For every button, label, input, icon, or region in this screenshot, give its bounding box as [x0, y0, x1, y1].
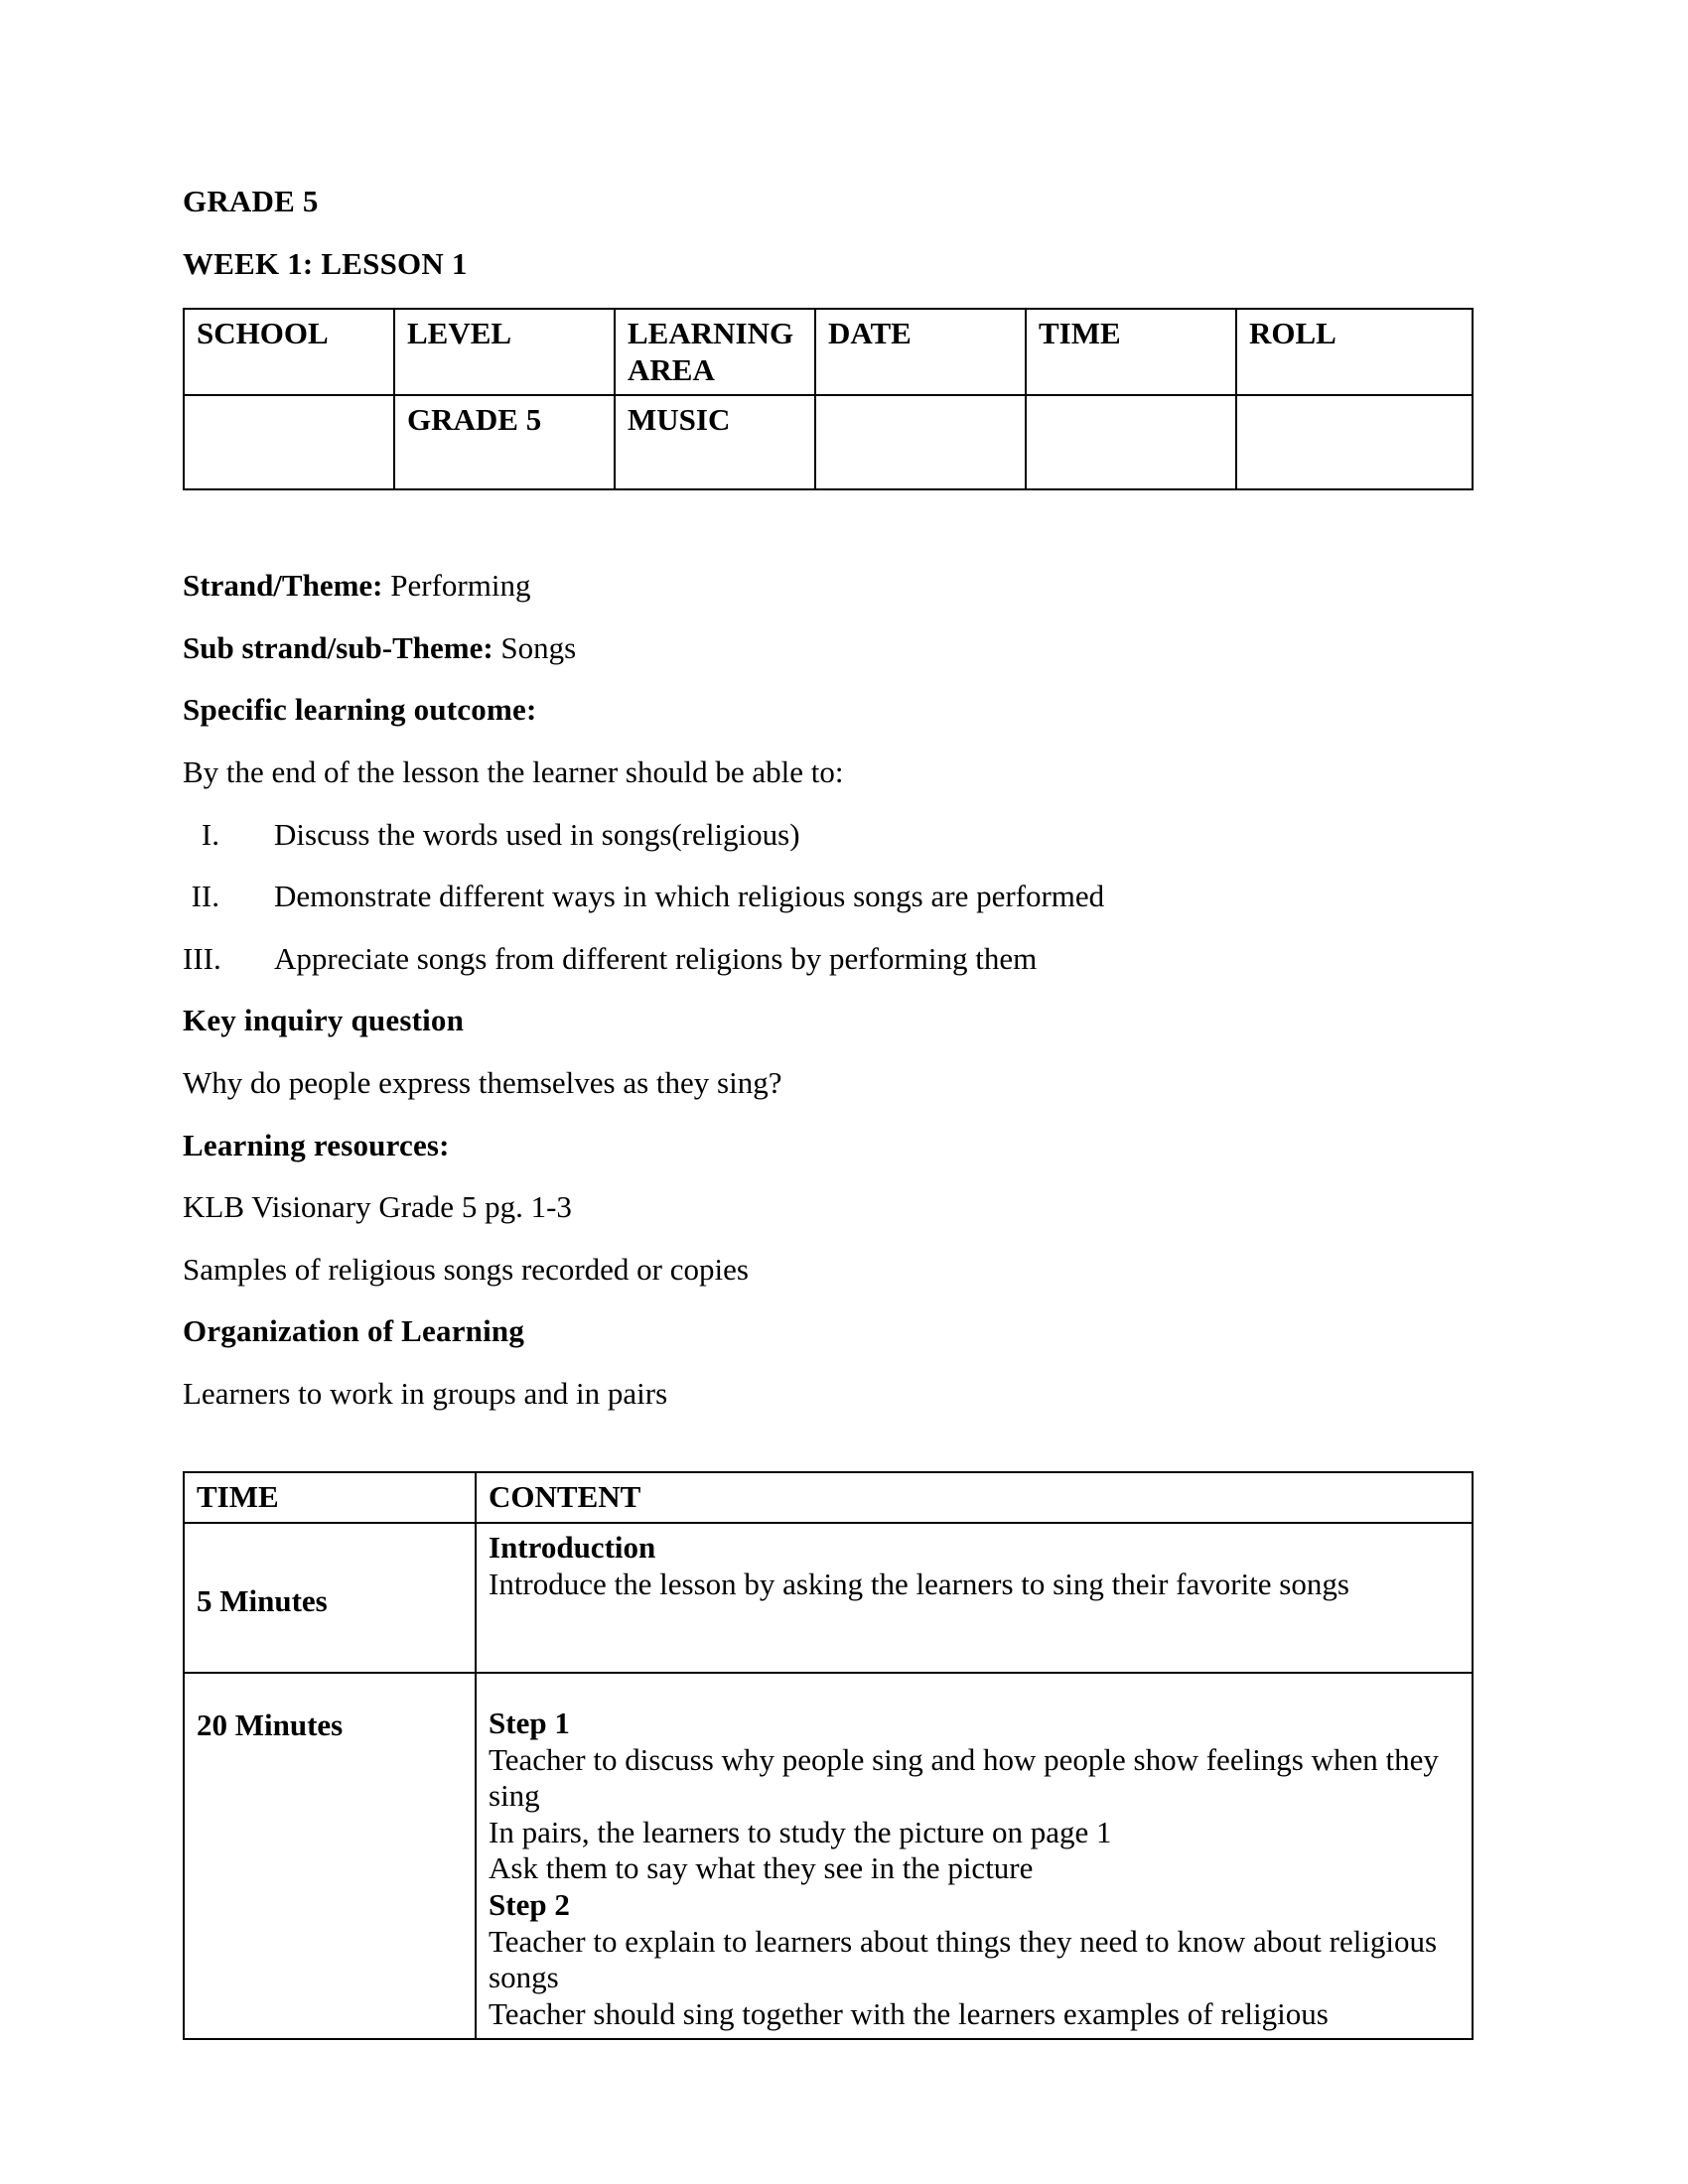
table-row [184, 395, 1473, 489]
sub-strand-value: Songs [492, 629, 577, 665]
plan-header-time: TIME [184, 1472, 476, 1523]
plan-row-content-intro [476, 1523, 1473, 1673]
step-2-line-1: Teacher to explain to learners about things they need to know about religious songs [489, 1923, 1438, 1995]
info-value-date [815, 395, 1026, 489]
list-item-numeral: I. [201, 816, 219, 852]
list-item [183, 879, 1474, 915]
week-lesson-heading: WEEK 1: LESSON 1 [183, 245, 468, 281]
introduction-line-1: Introduce the lesson by asking the learners to sing their favorite songs [489, 1566, 1349, 1601]
step-1-line-1: Teacher to discuss why people sing and how people show feelings when they sing [489, 1741, 1439, 1814]
specific-learning-outcome-heading: Specific learning outcome: [183, 692, 537, 728]
table-row [184, 309, 1473, 395]
step-2-line-2: Teacher should sing together with the learners examples of religious [489, 1995, 1329, 2031]
table-row [184, 1523, 1473, 1673]
learning-resource-book: KLB Visionary Grade 5 pg. 1-3 [183, 1189, 572, 1225]
table-row [184, 1472, 1473, 1523]
step-1-title: Step 1 [489, 1706, 570, 1741]
key-inquiry-question-text: Why do people express themselves as they sing? [183, 1064, 782, 1100]
info-value-learning-area: MUSIC [615, 395, 815, 489]
learning-resource-samples: Samples of religious songs recorded or copies [183, 1251, 749, 1287]
outcome-intro-text: By the end of the lesson the learner should be able to: [183, 754, 844, 790]
list-item-text: Appreciate songs from different religions by performing them [274, 940, 1038, 976]
info-value-time [1026, 395, 1236, 489]
sub-strand-label: Sub strand/sub-Theme: [183, 629, 493, 665]
info-header-roll: ROLL [1236, 309, 1473, 395]
strand-theme-value: Performing [382, 568, 531, 604]
info-header-learning-area: LEARNING AREA [615, 309, 815, 395]
key-inquiry-question-heading: Key inquiry question [183, 1003, 465, 1038]
strand-theme-label: Strand/Theme: [183, 568, 383, 604]
step-1-line-2: In pairs, the learners to study the picture on page 1 [489, 1814, 1112, 1849]
learning-outcomes-list [183, 817, 1474, 978]
learning-resources-heading: Learning resources: [183, 1127, 450, 1162]
list-item-text: Discuss the words used in songs(religious) [274, 816, 800, 852]
info-header-date: DATE [815, 309, 1026, 395]
organization-of-learning-text: Learners to work in groups and in pairs [183, 1375, 668, 1411]
lesson-plan-table [183, 1471, 1474, 2040]
document-content [183, 184, 1474, 2040]
info-value-roll [1236, 395, 1473, 489]
plan-header-content: CONTENT [476, 1472, 1473, 1523]
info-header-school: SCHOOL [184, 309, 394, 395]
spacer [183, 1435, 1474, 1471]
grade-heading: GRADE 5 [183, 184, 319, 218]
plan-row-content-steps [476, 1673, 1473, 2039]
spacer [183, 490, 1474, 568]
list-item-numeral: II. [191, 879, 219, 914]
info-value-level: GRADE 5 [394, 395, 615, 489]
list-item-text: Demonstrate different ways in which religious songs are performed [274, 879, 1105, 914]
list-item [183, 941, 1474, 978]
info-value-school [184, 395, 394, 489]
list-item [183, 817, 1474, 854]
table-row [184, 1673, 1473, 2039]
sub-strand-line [183, 630, 1474, 667]
list-item-numeral: III. [183, 940, 221, 976]
info-header-level: LEVEL [394, 309, 615, 395]
introduction-title: Introduction [489, 1529, 656, 1565]
plan-row-time-intro: 5 Minutes [184, 1523, 476, 1673]
info-header-time: TIME [1026, 309, 1236, 395]
lesson-info-table [183, 308, 1474, 490]
strand-theme-line [183, 568, 1474, 605]
step-2-title: Step 2 [489, 1887, 570, 1923]
organization-of-learning-heading: Organization of Learning [183, 1313, 525, 1349]
step-1-line-3: Ask them to say what they see in the picture [489, 1850, 1034, 1886]
plan-row-time-steps: 20 Minutes [184, 1673, 476, 2039]
